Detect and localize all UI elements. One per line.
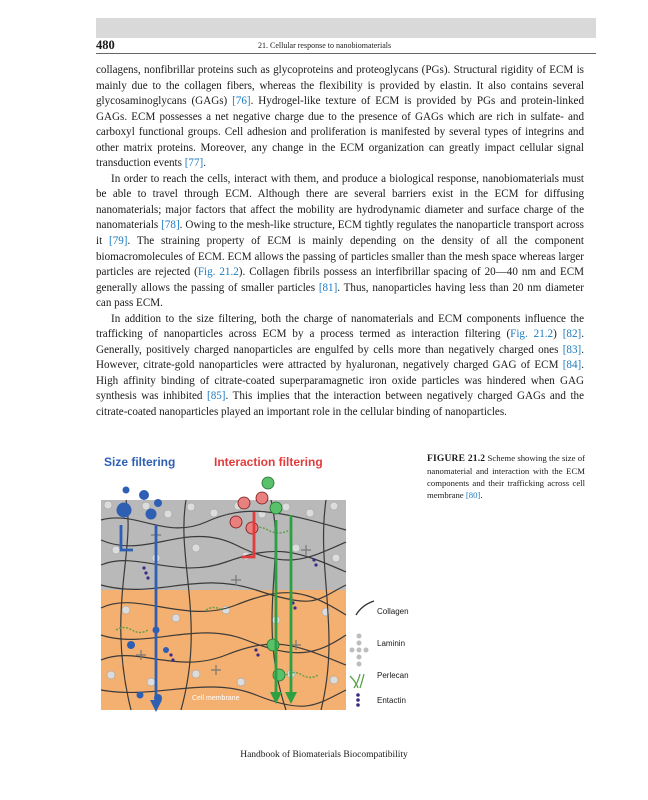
size-filtering-title: Size filtering — [104, 455, 176, 469]
caption-label: FIGURE 21.2 — [427, 454, 486, 464]
legend-perlecan: Perlecan — [377, 671, 409, 680]
body-text — [96, 63, 584, 421]
book-title-footer: Handbook of Biomaterials Biocompatibility — [240, 750, 408, 760]
citation-link[interactable]: [81] — [318, 281, 338, 294]
collagen-legend-icon — [356, 601, 374, 615]
perlecan-legend-icon — [350, 674, 364, 688]
citation-link[interactable]: [84] — [562, 359, 582, 372]
cell-membrane-label: Cell membrane — [192, 695, 240, 702]
interaction-filtering-title: Interaction filtering — [214, 455, 323, 469]
citation-link[interactable]: [80] — [465, 490, 481, 500]
figure-link[interactable]: Fig. 21.2 — [197, 266, 239, 279]
paragraph-1: collagens, nonfibrillar proteins such as glycoproteins and proteoglycans (PGs). Structural rigidity of ECM is mainly due to the collagen fibers, whereas the flexibility is provided by elastin. It also contains several glycosaminoglycans (GAGs) [76]. Hydrogel-like texture of ECM is provided by PGs and protein-linked GAGs. ECM possesses a net negative charge due to the presence of GAGs which are rich in sulfate- and carboxyl functional groups. Cell adhesion and proliferation is manifested by several types of integrins and other matrix proteins. Moreover, any change in the ECM organization can greatly impact cellular signal transduction events [77]. — [96, 64, 584, 170]
citation-link[interactable]: [77] — [184, 157, 204, 170]
citation-link[interactable]: [82] — [562, 328, 582, 341]
figure-link[interactable]: Fig. 21.2 — [510, 328, 554, 341]
citation-link[interactable]: [83] — [562, 343, 582, 356]
legend — [350, 601, 409, 707]
figure-caption: FIGURE 21.2 Scheme showing the size of nanomaterial and interaction with the ECM components and their trafficking across cell membrane [80]. — [427, 453, 585, 500]
citation-link[interactable]: [79] — [109, 235, 128, 248]
legend-collagen: Collagen — [377, 607, 409, 616]
header-band — [96, 18, 596, 38]
citation-link[interactable]: [85] — [207, 390, 226, 403]
citation-link[interactable]: [76] — [232, 95, 251, 108]
header-rule — [96, 53, 596, 54]
page-number: 480 — [96, 38, 115, 52]
citation-link[interactable]: [78] — [161, 219, 180, 232]
figure-21-2 — [96, 450, 418, 716]
legend-laminin: Laminin — [377, 639, 406, 648]
paragraph-3: In addition to the size filtering, both the charge of nanomaterials and ECM components influence the trafficking of nanoparticles across ECM by a process termed as interaction filtering (Fig. 21.2) [82]. Generally, positively charged nanoparticles are engulfed by cells more than negatively charged ones [83]. However, citrate-gold nanoparticles were attracted by hyaluronan, negatively charged GAG of ECM [84]. High affinity binding of citrate-coated superparamagnetic iron oxide particles was hindered when GAG synthesis was inhibited [85]. This implies that the interaction between negatively charged GAGs and the citrate-coated nanoparticles played an important role in the cellular binding of nanoparticles. — [96, 312, 584, 419]
ecm-scheme-illustration — [96, 450, 418, 716]
paragraph-2: In order to reach the cells, interact with them, and produce a biological response, nanobiomaterials must be able to travel through ECM. Although there are several barriers exist in the ECM for diffusing nanomaterials; major factors that affect the mobility are hydrodynamic diameter and surface charge of the nanomaterials [78]. Owing to the mesh-like structure, ECM tightly regulates the nanoparticle transport across it [79]. The straining property of ECM is mainly depending on the density of all the component biomacromolecules of ECM. ECM allows the passing of particles smaller than the mesh space whereas larger particles are rejected (Fig. 21.2). Collagen fibrils possess an interfibrillar spacing of 20—40 nm and ECM generally allows the passing of smaller particles [81]. Thus, nanoparticles having less than 20 nm diameter can pass ECM. — [96, 172, 585, 310]
entactin-legend-icon — [356, 693, 360, 707]
laminin-legend-icon — [350, 634, 369, 667]
running-head: 21. Cellular response to nanobiomaterials — [258, 41, 392, 50]
legend-entactin: Entactin — [377, 696, 406, 705]
